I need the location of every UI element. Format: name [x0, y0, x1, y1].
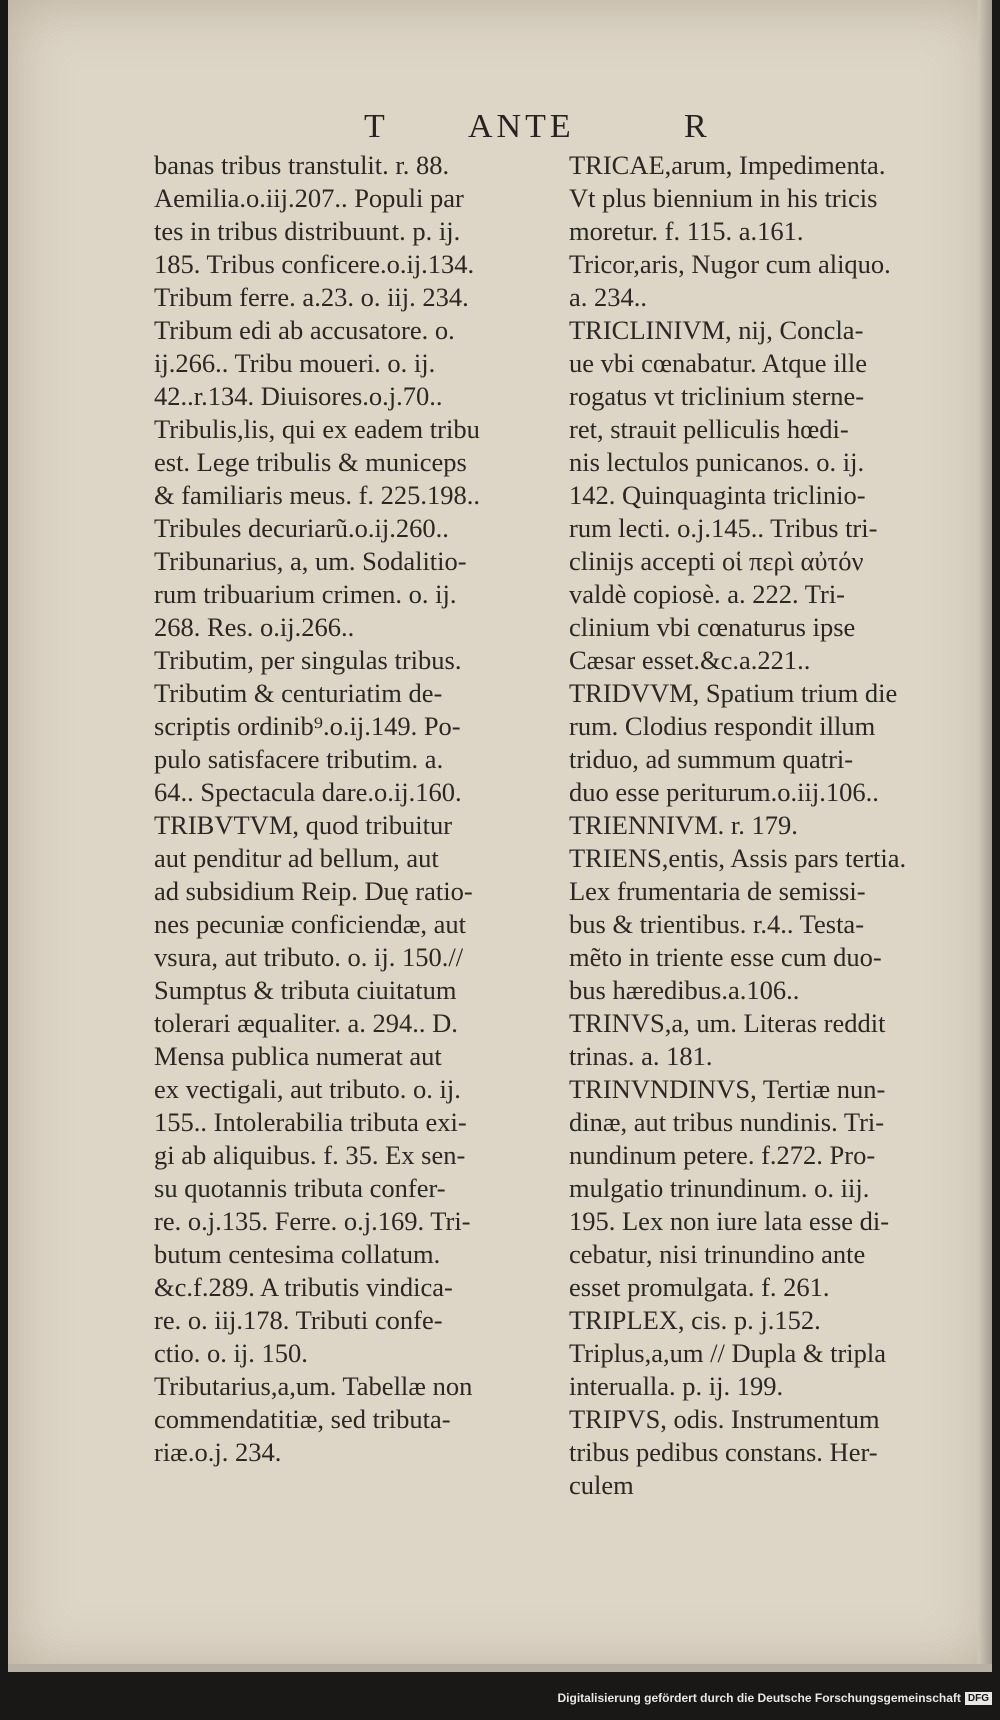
text-line: Tribum edi ab accusatore. o. — [154, 315, 455, 345]
text-line: ij.266.. Tribu moueri. o. ij. — [154, 348, 436, 378]
text-line: nes pecuniæ conficiendæ, aut — [154, 909, 467, 939]
text-line: TRINVNDINVS, Tertiæ nun- — [569, 1074, 886, 1104]
header-right-letter: R — [684, 108, 707, 145]
text-line: butum centesima collatum. — [154, 1239, 441, 1269]
text-line: rogatus vt triclinium sterne- — [569, 381, 865, 411]
page-bottom-edge — [8, 1664, 992, 1672]
text-line: riæ.o.j. 234. — [154, 1437, 282, 1467]
text-line: commendatitiæ, sed tributa- — [154, 1404, 451, 1434]
text-line: Tricor,aris, Nugor cum aliquo. — [569, 249, 891, 279]
text-line: nundinum petere. f.272. Pro- — [569, 1140, 876, 1170]
header-left-letter: T — [364, 108, 385, 145]
text-line: triduo, ad summum quatri- — [569, 744, 854, 774]
text-line: a. 234.. — [569, 282, 648, 312]
text-line: dinæ, aut tribus nundinis. Tri- — [569, 1107, 885, 1137]
text-line: est. Lege tribulis & municeps — [154, 447, 467, 477]
text-line: TRICAE,arum, Impedimenta. — [569, 150, 886, 180]
text-line: vsura, aut tributo. o. ij. 150.// — [154, 942, 464, 972]
footer-text: Digitalisierung gefördert durch die Deutsche Forschungsgemeinschaft — [557, 1691, 961, 1705]
text-line: tolerari æqualiter. a. 294.. D. — [154, 1008, 458, 1038]
text-line: 42..r.134. Diuisores.o.j.70.. — [154, 381, 443, 411]
text-line: TRICLINIVM, nij, Concla- — [569, 315, 864, 345]
text-line: tribus pedibus constans. Her- — [569, 1437, 878, 1467]
running-header — [8, 108, 992, 152]
text-line: ret, strauit pelliculis hœdi- — [569, 414, 849, 444]
dfg-logo: DFG — [965, 1692, 992, 1705]
text-line: interualla. p. ij. 199. — [569, 1371, 784, 1401]
text-line: re. o. iij.178. Tributi confe- — [154, 1305, 443, 1335]
text-line: 155.. Intolerabilia tributa exi- — [154, 1107, 467, 1137]
text-line: banas tribus transtulit. r. 88. — [154, 150, 450, 180]
book-page — [8, 0, 992, 1672]
text-line: 195. Lex non iure lata esse di- — [569, 1206, 890, 1236]
text-line: duo esse periturum.o.iij.106.. — [569, 777, 879, 807]
text-line: rum. Clodius respondit illum — [569, 711, 876, 741]
text-line: ex vectigali, aut tributo. o. ij. — [154, 1074, 461, 1104]
left-column — [154, 149, 554, 1469]
text-line: Tributim & centuriatim de- — [154, 678, 443, 708]
text-line: rum tribuarium crimen. o. ij. — [154, 579, 457, 609]
text-line: culem — [569, 1470, 634, 1500]
text-line: Mensa publica numerat aut — [154, 1041, 442, 1071]
text-line: Tributim, per singulas tribus. — [154, 645, 462, 675]
text-line: mulgatio trinundinum. o. iij. — [569, 1173, 870, 1203]
text-line: Cæsar esset.&c.a.221.. — [569, 645, 811, 675]
text-line: Vt plus biennium in his tricis — [569, 183, 878, 213]
text-line: Aemilia.o.iij.207.. Populi par — [154, 183, 464, 213]
text-line: Lex frumentaria de semissi- — [569, 876, 866, 906]
text-line: re. o.j.135. Ferre. o.j.169. Tri- — [154, 1206, 471, 1236]
text-line: gi ab aliquibus. f. 35. Ex sen- — [154, 1140, 466, 1170]
text-line: Triplus,a,um // Dupla & tripla — [569, 1338, 887, 1368]
text-line: mẽto in triente esse cum duo- — [569, 942, 882, 972]
text-line: nis lectulos punicanos. o. ij. — [569, 447, 865, 477]
text-line: TRIPVS, odis. Instrumentum — [569, 1404, 880, 1434]
text-line: pulo satisfacere tributim. a. — [154, 744, 444, 774]
text-line: ad subsidium Reip. Duę ratio- — [154, 876, 473, 906]
text-line: 142. Quinquaginta triclinio- — [569, 480, 866, 510]
text-line: TRIDVVM, Spatium trium die — [569, 678, 898, 708]
text-line: Tribum ferre. a.23. o. iij. 234. — [154, 282, 469, 312]
text-line: ctio. o. ij. 150. — [154, 1338, 308, 1368]
text-line: TRINVS,a, um. Literas reddit — [569, 1008, 886, 1038]
text-line: 268. Res. o.ij.266.. — [154, 612, 355, 642]
text-line: 64.. Spectacula dare.o.ij.160. — [154, 777, 462, 807]
text-line: trinas. a. 181. — [569, 1041, 713, 1071]
text-line: moretur. f. 115. a.161. — [569, 216, 804, 246]
text-line: cebatur, nisi trinundino ante — [569, 1239, 866, 1269]
text-line: clinijs accepti οἱ περὶ αὐτόν — [569, 546, 864, 576]
page-edge — [978, 0, 992, 1672]
text-line: ue vbi cœnabatur. Atque ille — [569, 348, 868, 378]
digitization-footer — [557, 1688, 992, 1708]
text-line: TRIENS,entis, Assis pars tertia. — [569, 843, 907, 873]
text-line: tes in tribus distribuunt. p. ij. — [154, 216, 461, 246]
text-line: rum lecti. o.j.145.. Tribus tri- — [569, 513, 878, 543]
text-line: esset promulgata. f. 261. — [569, 1272, 830, 1302]
text-line: Tribules decuriarũ.o.ij.260.. — [154, 513, 449, 543]
text-line: Tribulis,lis, qui ex eadem tribu — [154, 414, 480, 444]
text-line: &c.f.289. A tributis vindica- — [154, 1272, 453, 1302]
text-line: Tribunarius, a, um. Sodalitio- — [154, 546, 467, 576]
text-line: Tributarius,a,um. Tabellæ non — [154, 1371, 473, 1401]
text-line: bus hæredibus.a.106.. — [569, 975, 800, 1005]
text-line: TRIENNIVM. r. 179. — [569, 810, 798, 840]
text-line: scriptis ordinib⁹.o.ij.149. Po- — [154, 711, 461, 741]
text-line: Sumptus & tributa ciuitatum — [154, 975, 457, 1005]
header-title: ANTE — [468, 108, 575, 145]
text-line: valdè copiosè. a. 222. Tri- — [569, 579, 846, 609]
text-line: clinium vbi cœnaturus ipse — [569, 612, 856, 642]
text-line: TRIBVTVM, quod tribuitur — [154, 810, 453, 840]
text-line: bus & trientibus. r.4.. Testa- — [569, 909, 865, 939]
right-column — [569, 149, 979, 1502]
text-line: & familiaris meus. f. 225.198.. — [154, 480, 481, 510]
text-line: 185. Tribus conficere.o.ij.134. — [154, 249, 475, 279]
text-line: su quotannis tributa confer- — [154, 1173, 446, 1203]
text-line: TRIPLEX, cis. p. j.152. — [569, 1305, 821, 1335]
text-line: aut penditur ad bellum, aut — [154, 843, 439, 873]
